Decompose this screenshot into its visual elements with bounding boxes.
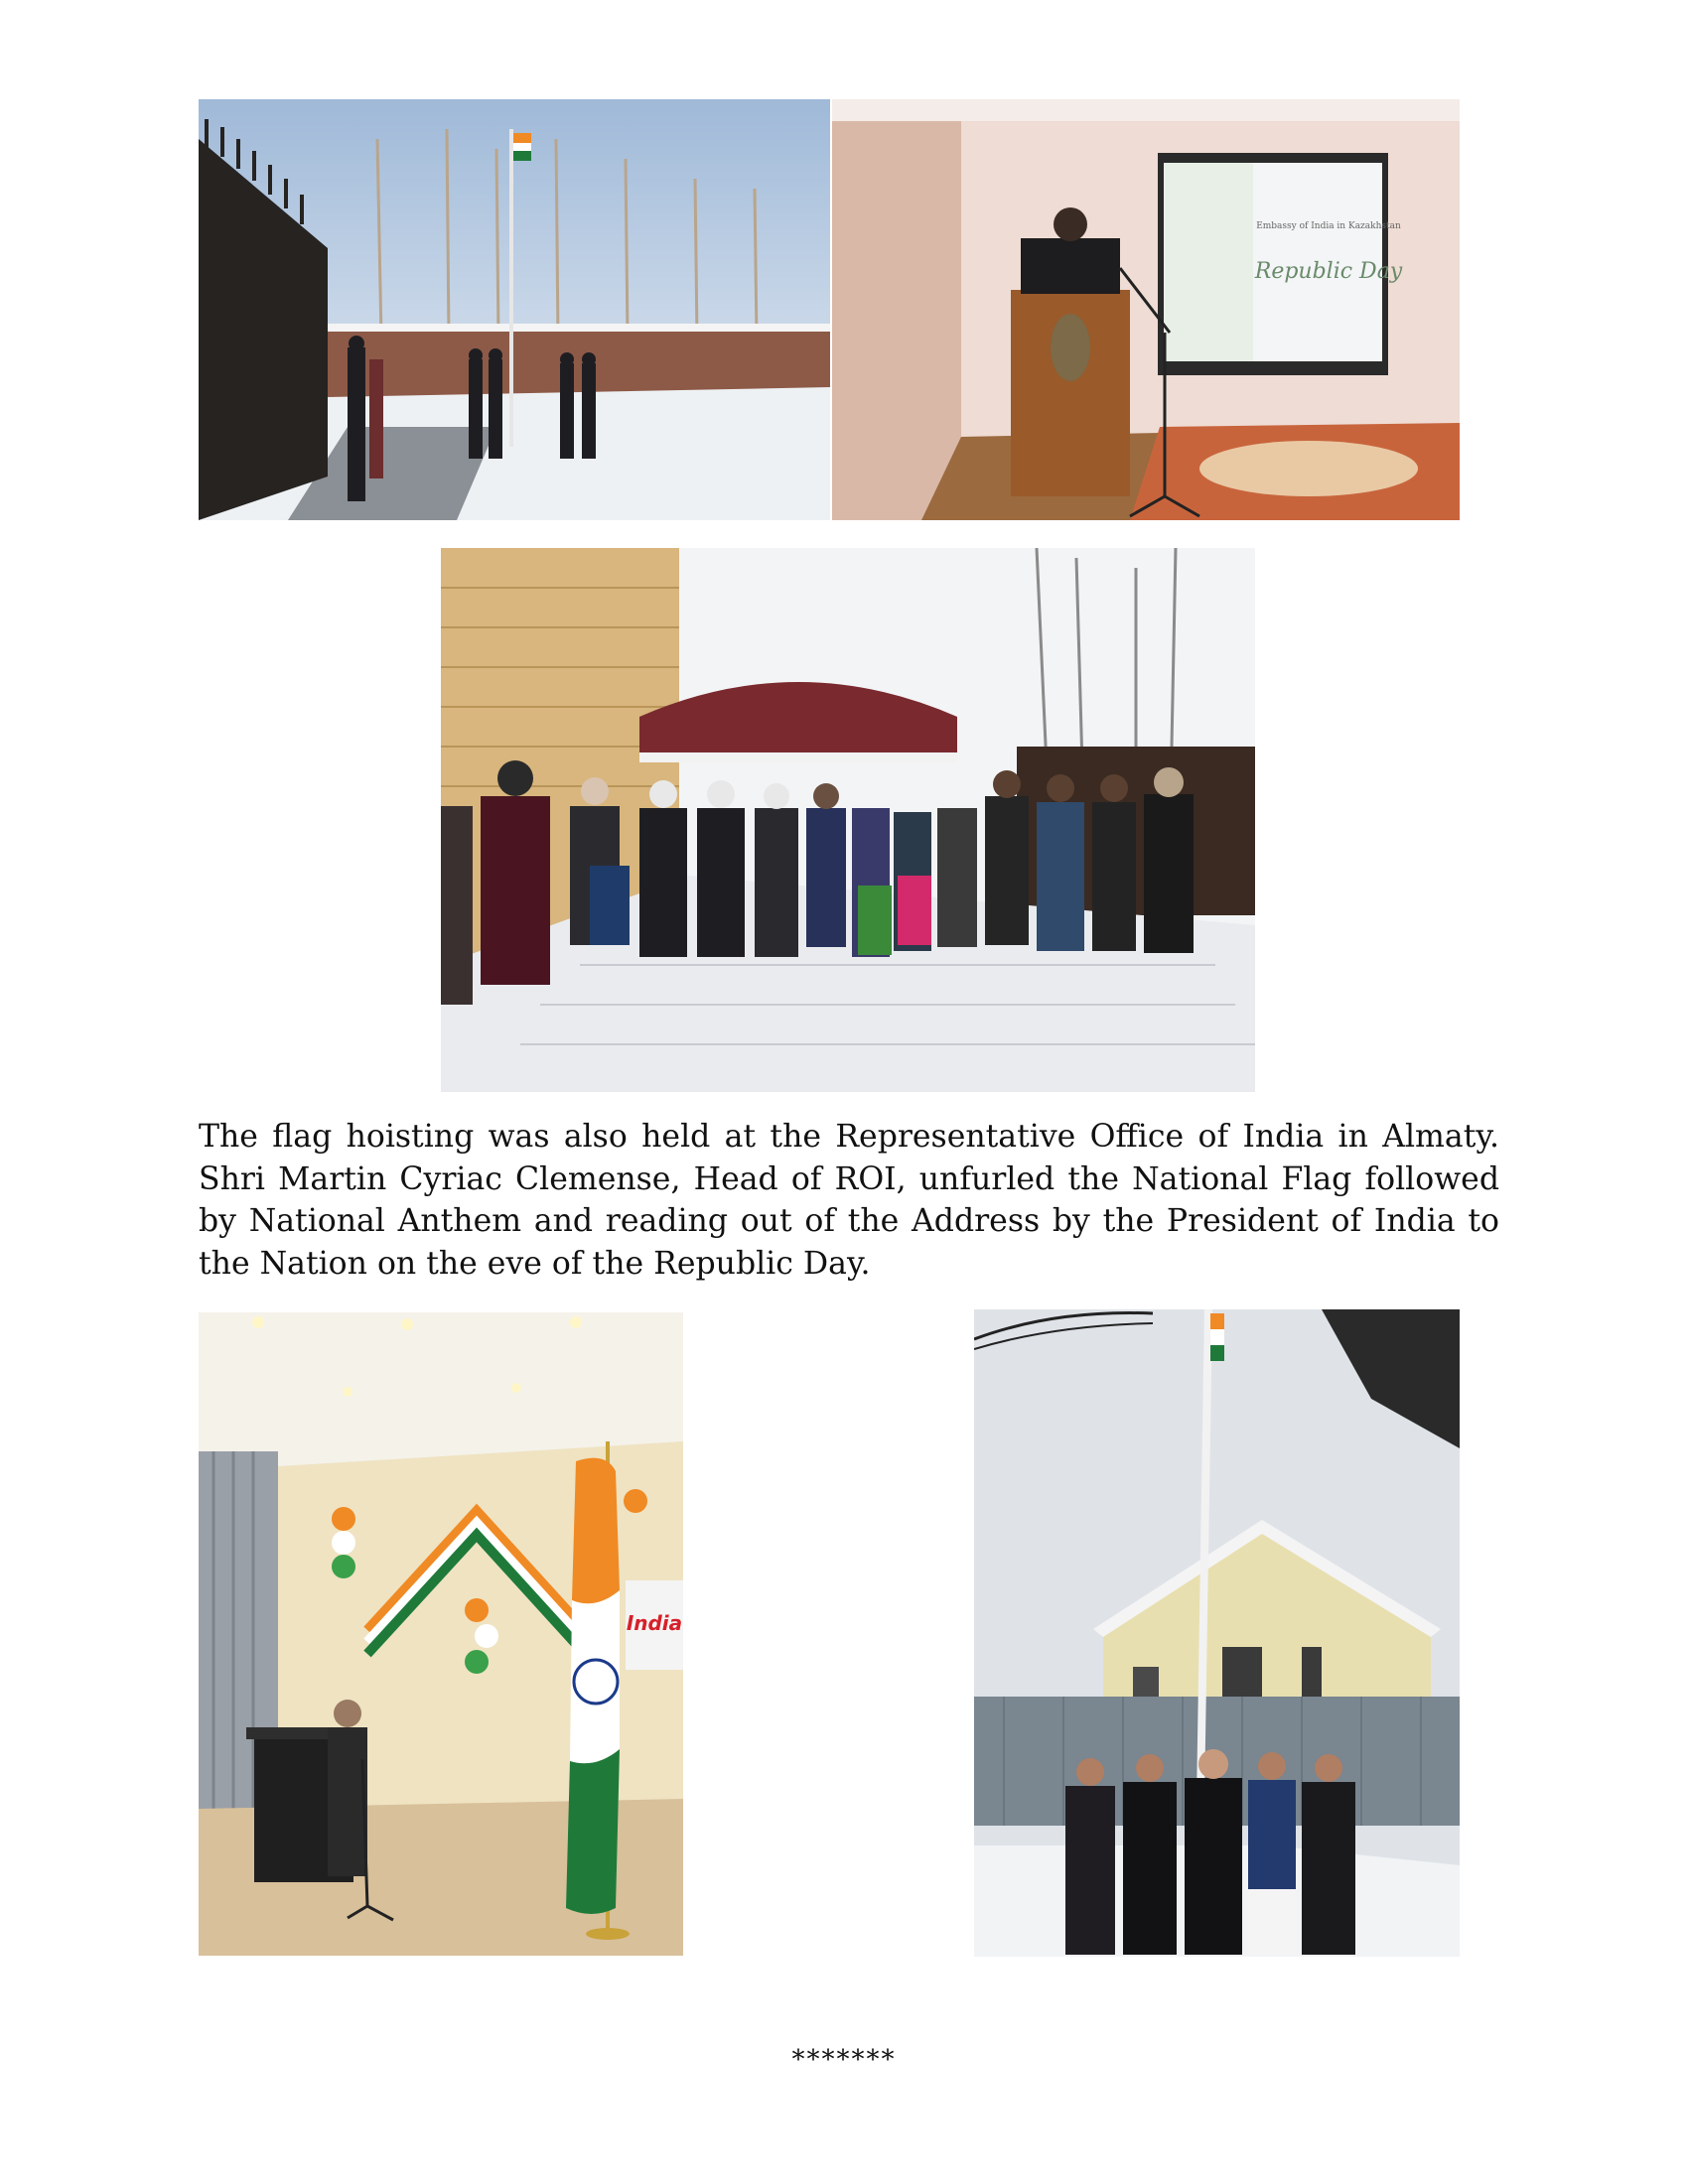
screen-small-text: Embassy of India in Kazakhstan (1256, 221, 1401, 231)
photo-roi-flag-building (974, 1309, 1460, 1957)
photo-flag-hoisting-embassy (199, 99, 830, 520)
body-paragraph: The flag hoisting was also held at the Representative Office of India in Almaty. Shri Martin Cyriac Clemense, Head of ROI, unfurled the National Flag followed by National Anthem and reading out of the Address by the President of India to the Nation on the eve of the Republic Day. (199, 1119, 1499, 1282)
photo-group-gathering (441, 548, 1255, 1092)
screen-title-text: Republic Day (1254, 259, 1403, 284)
roi-banner-text: India (626, 1611, 683, 1635)
end-of-document-mark: ******* (791, 2045, 897, 2075)
photo-speech-podium (832, 99, 1460, 520)
photo-roi-hall (199, 1312, 683, 1956)
